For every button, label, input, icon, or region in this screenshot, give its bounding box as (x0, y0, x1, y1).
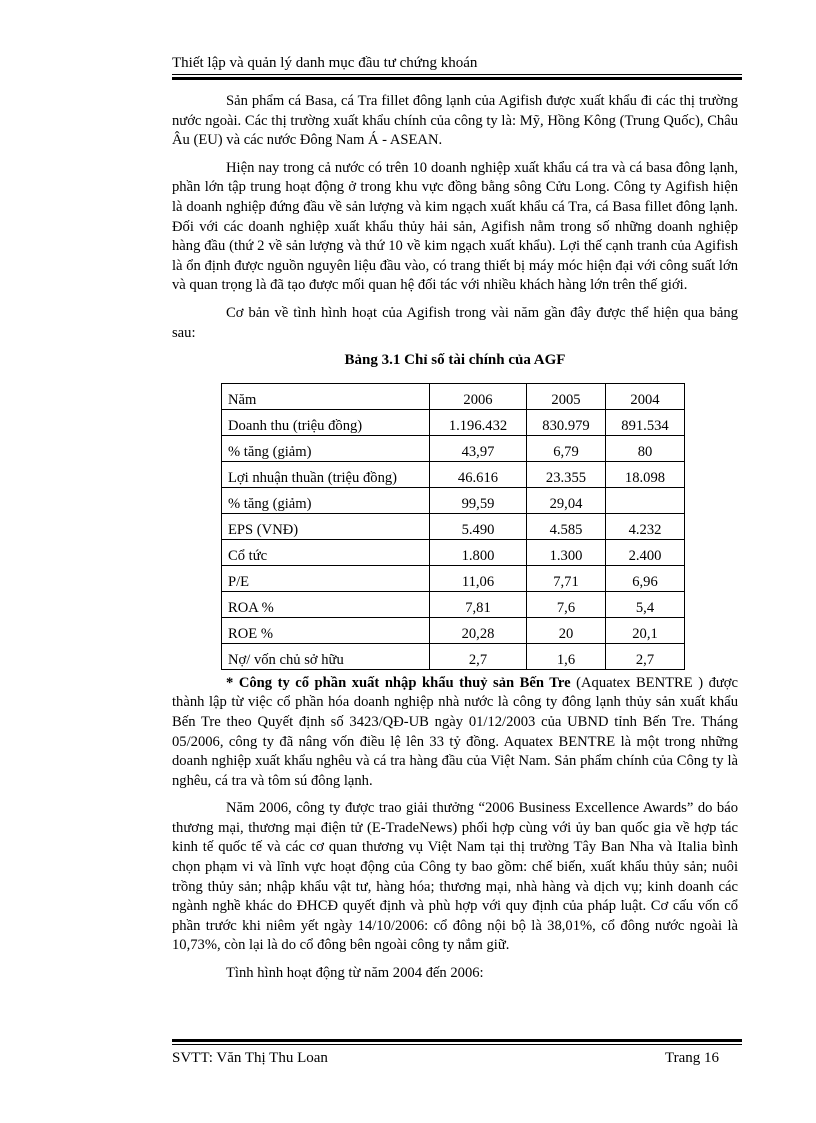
paragraph-activity-intro: Tình hình hoạt động từ năm 2004 đến 2006: (226, 965, 484, 982)
paragraph-award: Năm 2006, công ty được trao giải thưởng “2006 Business Excellence Awards” do báo thương mại, thương mại điện tử (E-TradeNews) phối hợp cùng với ủy ban quốc gia về hợp tác kinh tế quốc tế và các cơ quan thương vụ Việt Nam tại thị trường Tây Ban Nha và Italia bình chọn phạm vi và lĩnh vực hoạt động của Công ty bao gồm: chế biến, xuất khẩu thủy sản; nuôi trồng thủy sản; nhập khẩu vật tư, hàng hóa; thương mại, nhà hàng và dịch vụ; kinh doanh các ngành nghề khác do ĐHCĐ quyết định và phù hợp với quy định của pháp luật. Cơ cấu vốn cổ phần trước khi niêm yết ngày 14/10/2006: cổ đông nội bộ là 38,01%, cổ đông nước ngoài là 10,73%, còn lại là do cổ đông bên ngoài công ty nắm giữ. (172, 800, 738, 954)
table-row-label: ROA % (222, 591, 430, 617)
header-rule-thick (172, 77, 742, 80)
table-cell: 1.800 (430, 539, 527, 565)
table-cell: 23.355 (527, 461, 606, 487)
company-description: (Aquatex BENTRE ) được thành lập từ việc cổ phần hóa doanh nghiệp nhà nước là công ty đông lạnh thủy sản xuất khẩu Bến Tre theo Quyết định số 3423/QĐ-UB ngày 01/12/2003 của UBND tỉnh Bến Tre. Tháng 05/2006, công ty đã nâng vốn điều lệ lên 33 tỷ đồng. Aquatex BENTRE là một trong những doanh nghiệp xuất khẩu nghêu và cá tra hàng đầu của Việt Nam. Sản phẩm chính của Công ty là nghêu, cá tra và tôm sú đông lạnh. (172, 674, 739, 789)
company-heading: * Công ty cổ phần xuất nhập khẩu thuỷ sản Bến Tre (226, 674, 571, 691)
header-rule-thin (172, 74, 742, 75)
table-row (222, 539, 685, 565)
table-cell: 830.979 (527, 409, 606, 435)
table-row-label: EPS (VNĐ) (222, 513, 430, 539)
table-cell: 99,59 (430, 487, 527, 513)
table-row-label: Nợ/ vốn chủ sở hữu (222, 643, 430, 669)
footer-page-number: Trang 16 (665, 1050, 720, 1066)
table-cell: 43,97 (430, 435, 527, 461)
paragraph-table-intro: Cơ bản về tình hình hoạt của Agifish trong vài năm gần đây được thể hiện qua bảng sau: (172, 304, 738, 341)
table-row-label: ROE % (222, 617, 430, 643)
table-caption: Bảng 3.1 Chỉ số tài chính của AGF (344, 352, 566, 369)
paragraph-bentre-company (172, 674, 738, 792)
page-body (172, 92, 738, 984)
table-row (222, 591, 685, 617)
table-cell: 2,7 (606, 643, 685, 669)
table-row (222, 461, 685, 487)
table-row-label: % tăng (giảm) (222, 435, 430, 461)
table-row-label: P/E (222, 565, 430, 591)
running-header: Thiết lập và quản lý danh mục đầu tư chứng khoán (172, 55, 478, 71)
table-row (222, 617, 685, 643)
table-cell: 29,04 (527, 487, 606, 513)
paragraph-export-markets: Sản phẩm cá Basa, cá Tra fillet đông lạnh của Agifish được xuất khẩu đi các thị trường nước ngoài. Các thị trường xuất khẩu chính của công ty là: Mỹ, Hồng Kông (Trung Quốc), Châu Âu (EU) và các nước Đông Nam Á - ASEAN. (172, 93, 738, 149)
table-cell: 1,6 (527, 643, 606, 669)
table-cell: 20,1 (606, 617, 685, 643)
table-cell: 7,81 (430, 591, 527, 617)
table-cell: 2.400 (606, 539, 685, 565)
financial-ratios-table (221, 383, 685, 670)
table-body (222, 409, 685, 669)
table-cell (606, 487, 685, 513)
table-header-cell: 2004 (606, 383, 685, 409)
table-cell: 6,96 (606, 565, 685, 591)
table-header-cell: Năm (222, 383, 430, 409)
table-cell: 46.616 (430, 461, 527, 487)
table-header-cell: 2006 (430, 383, 527, 409)
table-row (222, 435, 685, 461)
table-row (222, 487, 685, 513)
table-row-label: Cổ tức (222, 539, 430, 565)
table-cell: 18.098 (606, 461, 685, 487)
table-cell: 1.196.432 (430, 409, 527, 435)
table-cell: 6,79 (527, 435, 606, 461)
table-row (222, 565, 685, 591)
table-row (222, 513, 685, 539)
table-cell: 11,06 (430, 565, 527, 591)
footer-rule-thin (172, 1044, 742, 1045)
table-cell: 7,71 (527, 565, 606, 591)
table-cell: 4.232 (606, 513, 685, 539)
table-row (222, 409, 685, 435)
table-cell: 7,6 (527, 591, 606, 617)
footer-author: SVTT: Văn Thị Thu Loan (172, 1050, 328, 1066)
table-row-label: % tăng (giảm) (222, 487, 430, 513)
table-header-row (222, 383, 685, 409)
table-row (222, 643, 685, 669)
table-cell: 891.534 (606, 409, 685, 435)
table-cell: 4.585 (527, 513, 606, 539)
table-header-cell: 2005 (527, 383, 606, 409)
table-cell: 20,28 (430, 617, 527, 643)
table-cell: 80 (606, 435, 685, 461)
table-cell: 2,7 (430, 643, 527, 669)
table-cell: 5,4 (606, 591, 685, 617)
table-cell: 1.300 (527, 539, 606, 565)
table-cell: 5.490 (430, 513, 527, 539)
footer-rule-thick (172, 1039, 742, 1042)
paragraph-industry-position: Hiện nay trong cả nước có trên 10 doanh nghiệp xuất khẩu cá tra và cá basa đông lạnh, phần lớn tập trung hoạt động ở trong khu vực đồng bằng sông Cửu Long. Công ty Agifish hiện là doanh nghiệp đứng đầu về sản lượng và kim ngạch xuất khẩu cá Tra, cá Basa fillet đông lạnh. Đối với các doanh nghiệp xuất khẩu thủy hải sản, Agifish nằm trong số những doanh nghiệp hàng đầu (thứ 2 về sản lượng và thứ 10 về kim ngạch xuất khẩu). Lợi thế cạnh tranh của Agifish là ổn định được nguồn nguyên liệu đầu vào, có trang thiết bị máy móc hiện đại với công suất lớn và quan trọng là đã tạo được mối quan hệ đối tác với nhiều khách hàng lớn trên thế giới. (172, 159, 738, 294)
table-row-label: Lợi nhuận thuần (triệu đồng) (222, 461, 430, 487)
table-row-label: Doanh thu (triệu đồng) (222, 409, 430, 435)
table-cell: 20 (527, 617, 606, 643)
